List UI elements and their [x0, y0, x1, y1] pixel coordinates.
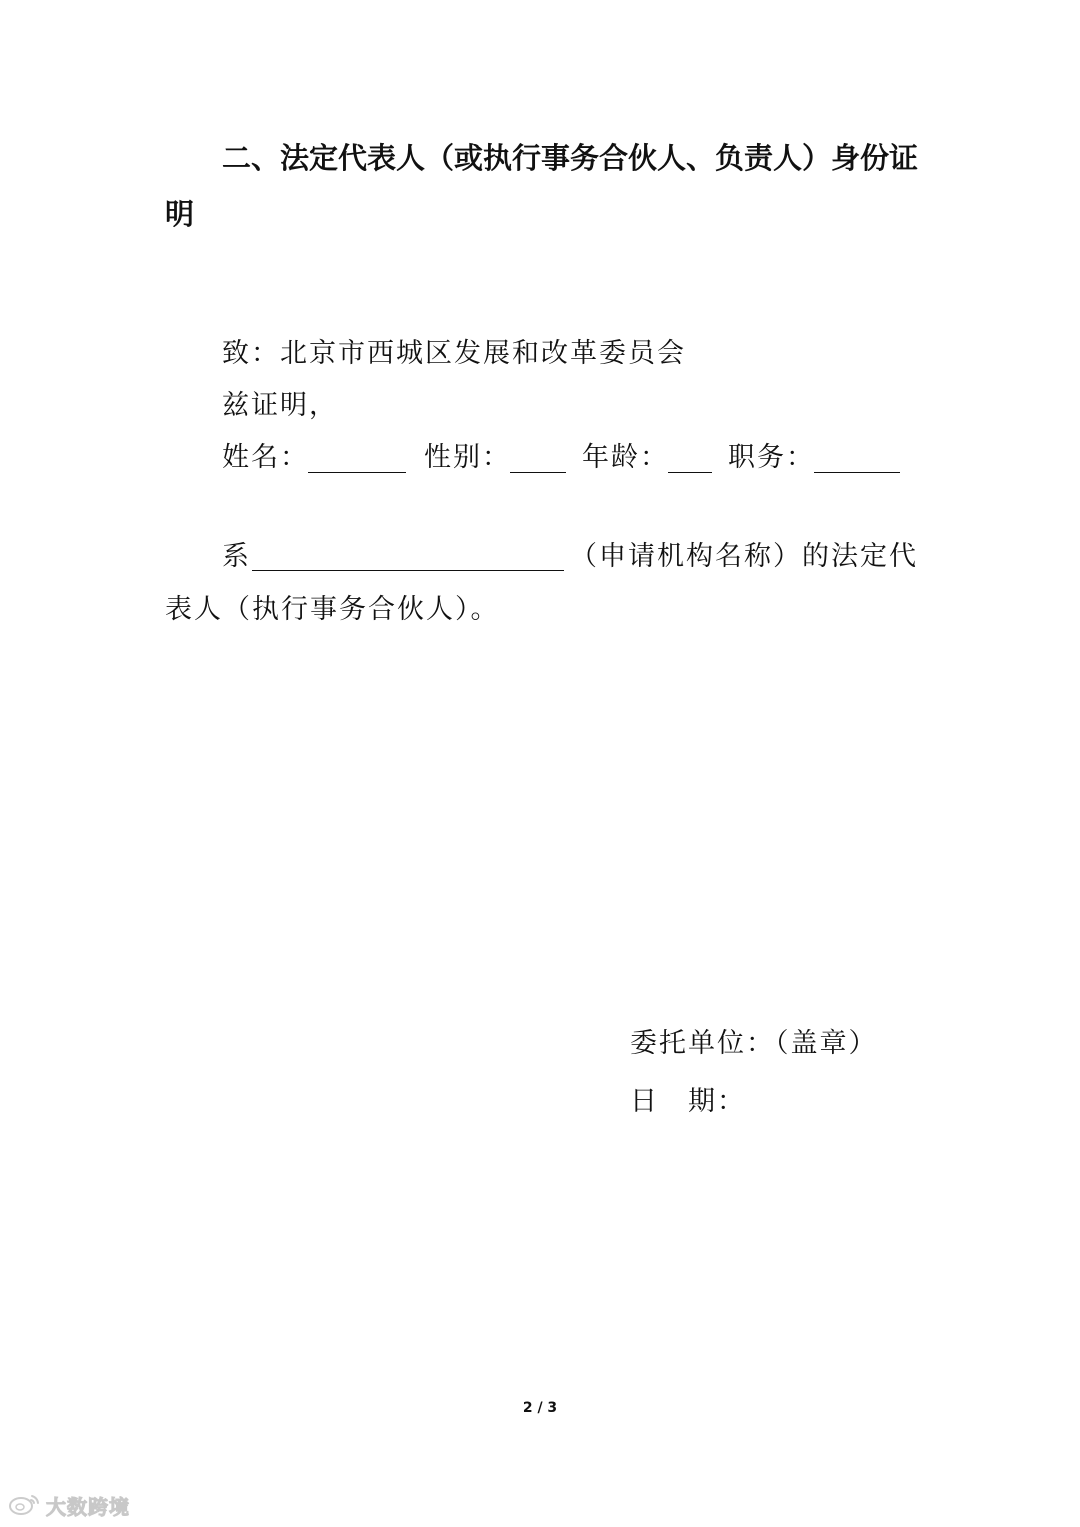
age-blank[interactable]	[668, 472, 712, 473]
entrusting-unit-line: 委托单位：（盖章）	[630, 1028, 878, 1059]
age-label: 年龄：	[582, 442, 669, 473]
date-line: 日 期：	[630, 1086, 746, 1117]
statement-line-continued: 表人（执行事务合伙人）。	[165, 594, 500, 625]
certify-line: 兹证明，	[222, 390, 338, 421]
section-heading: 二、法定代表人（或执行事务合伙人、负责人）身份证	[222, 141, 919, 175]
statement-line	[222, 543, 922, 577]
watermark	[8, 1491, 130, 1520]
gender-label: 性别：	[424, 442, 511, 473]
gender-blank[interactable]	[510, 472, 566, 473]
watermark-text: 大数跨境	[46, 1495, 130, 1519]
personal-info-row	[222, 444, 922, 476]
page-number: 2 / 3	[522, 1400, 558, 1416]
statement-prefix: 系	[222, 541, 251, 572]
position-blank[interactable]	[814, 472, 900, 473]
name-label: 姓名：	[222, 442, 309, 473]
weibo-icon	[8, 1492, 42, 1520]
organization-name-blank[interactable]	[252, 570, 564, 571]
recipient-line: 致：北京市西城区发展和改革委员会	[222, 338, 686, 369]
section-heading-continued: 明	[165, 197, 195, 231]
statement-suffix: （申请机构名称）的法定代	[570, 541, 918, 572]
name-blank[interactable]	[308, 472, 406, 473]
position-label: 职务：	[728, 442, 815, 473]
